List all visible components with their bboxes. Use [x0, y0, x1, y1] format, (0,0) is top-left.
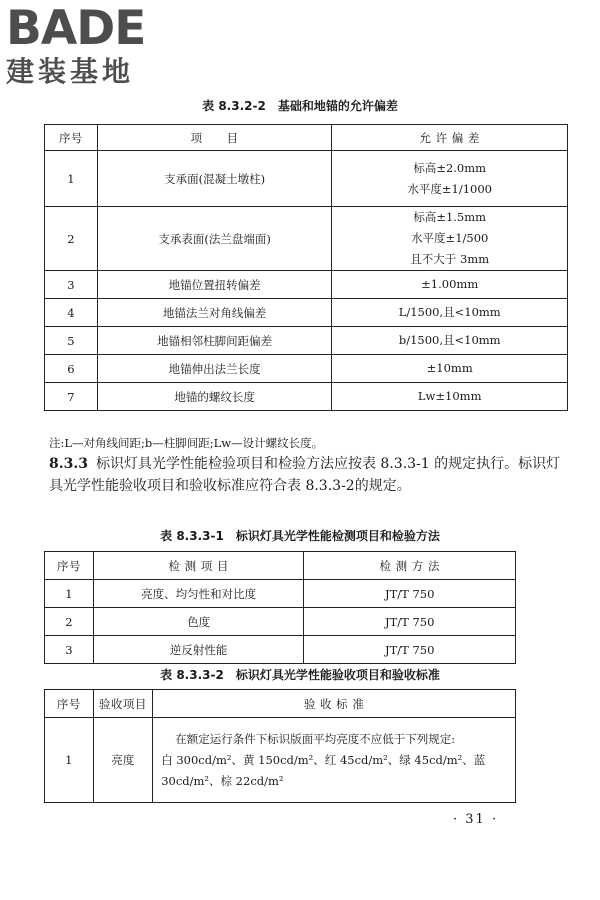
tolerance-cell [332, 299, 568, 327]
tolerance-line: ±1.00mm [421, 277, 479, 291]
tolerance-line: Lw±10mm [417, 389, 482, 403]
item-cell: 支承面(混凝土墩柱) [97, 151, 332, 207]
row-number-cell: 1 [45, 718, 94, 803]
table-row [45, 207, 568, 271]
item-cell: 地锚法兰对角线偏差 [97, 299, 332, 327]
tolerance-line: 标高±1.5mm [413, 210, 487, 224]
item-cell: 支承表面(法兰盘端面) [97, 207, 332, 271]
page-number: · 31 · [453, 812, 499, 827]
table2-number: 表 8.3.3-1 [160, 529, 224, 543]
table3-header-cell: 验 收 标 准 [153, 690, 516, 718]
table2-header-cell: 检 测 项 目 [93, 552, 304, 580]
table-row [45, 299, 568, 327]
table1-header-cell: 序号 [45, 125, 98, 151]
standard-line: 30cd/m²、棕 22cd/m² [161, 773, 284, 788]
acceptance-table [44, 689, 516, 803]
tolerance-line: 且不大于 3mm [410, 252, 490, 266]
logo-brand-text: BADE [6, 1, 146, 56]
section-8-3-3 [49, 453, 569, 497]
section-number: 8.3.3 [49, 456, 88, 472]
row-number-cell: 3 [45, 271, 98, 299]
table2-caption [0, 527, 600, 544]
table3-header-cell: 验收项目 [93, 690, 153, 718]
test-method-cell: JT/T 750 [304, 636, 516, 664]
item-cell: 地锚相邻柱脚间距偏差 [97, 327, 332, 355]
row-number-cell: 2 [45, 608, 94, 636]
table-row [45, 636, 516, 664]
test-item-cell: 逆反射性能 [93, 636, 304, 664]
table-row [45, 327, 568, 355]
tolerance-line: b/1500,且<10mm [398, 333, 501, 347]
table2-header-cell: 序号 [45, 552, 94, 580]
row-number-cell: 1 [45, 580, 94, 608]
standard-line: 在额定运行条件下标识版面平均亮度不应低于下列规定: [175, 731, 456, 746]
test-method-cell: JT/T 750 [304, 608, 516, 636]
tolerance-cell [332, 151, 568, 207]
table1-number: 表 8.3.2-2 [202, 99, 266, 113]
table3-title: 标识灯具光学性能验收项目和验收标准 [235, 668, 440, 682]
tolerance-cell [332, 271, 568, 299]
row-number-cell: 2 [45, 207, 98, 271]
table-row [45, 271, 568, 299]
row-number-cell: 1 [45, 151, 98, 207]
row-number-cell: 6 [45, 355, 98, 383]
table-row [45, 383, 568, 411]
tolerance-line: 水平度±1/1000 [407, 181, 492, 196]
row-number-cell: 5 [45, 327, 98, 355]
table1-title: 基础和地锚的允许偏差 [277, 99, 398, 113]
tolerance-line: 标高±2.0mm [413, 160, 487, 175]
tolerance-cell [332, 383, 568, 411]
standard-line: 白 300cd/m²、黄 150cd/m²、红 45cd/m²、绿 45cd/m²、蓝 [161, 752, 486, 767]
logo-chinese-text: 建装基地 [6, 55, 135, 88]
tolerance-line: 水平度±1/500 [411, 231, 489, 245]
table1-note: 注:L—对角线间距;b—柱脚间距;Lw—设计螺纹长度。 [49, 436, 324, 450]
section-text: 标识灯具光学性能检验项目和检验方法应按表 8.3.3-1 的规定执行。标识灯具光学性能验收项目和验收标准应符合表 8.3.3-2的规定。 [49, 456, 561, 494]
table1-caption [0, 97, 600, 114]
table-row [45, 608, 516, 636]
row-number-cell: 7 [45, 383, 98, 411]
table1-header-cell: 项 目 [97, 125, 332, 151]
table2-title: 标识灯具光学性能检测项目和检验方法 [235, 529, 440, 543]
tolerance-table [44, 124, 568, 411]
table-row [45, 151, 568, 207]
item-cell: 地锚伸出法兰长度 [97, 355, 332, 383]
test-item-cell: 色度 [93, 608, 304, 636]
tolerance-cell [332, 355, 568, 383]
row-number-cell: 4 [45, 299, 98, 327]
tolerance-line: L/1500,且<10mm [398, 305, 501, 319]
table2-header-cell: 检 测 方 法 [304, 552, 516, 580]
table1-header-cell: 允 许 偏 差 [332, 125, 568, 151]
tolerance-cell [332, 327, 568, 355]
item-cell: 地锚位置扭转偏差 [97, 271, 332, 299]
table-row [45, 718, 516, 803]
tolerance-line: ±10mm [426, 361, 473, 375]
test-method-table [44, 551, 516, 664]
test-method-cell: JT/T 750 [304, 580, 516, 608]
tolerance-cell [332, 207, 568, 271]
item-cell: 地锚的螺纹长度 [97, 383, 332, 411]
table-row [45, 580, 516, 608]
table3-caption [0, 666, 600, 683]
test-item-cell: 亮度、均匀性和对比度 [93, 580, 304, 608]
acceptance-standard-cell [153, 718, 516, 803]
table-row [45, 355, 568, 383]
row-number-cell: 3 [45, 636, 94, 664]
table3-header-cell: 序号 [45, 690, 94, 718]
acceptance-item-cell: 亮度 [93, 718, 153, 803]
brand-logo [6, 1, 176, 88]
table3-number: 表 8.3.3-2 [160, 668, 224, 682]
